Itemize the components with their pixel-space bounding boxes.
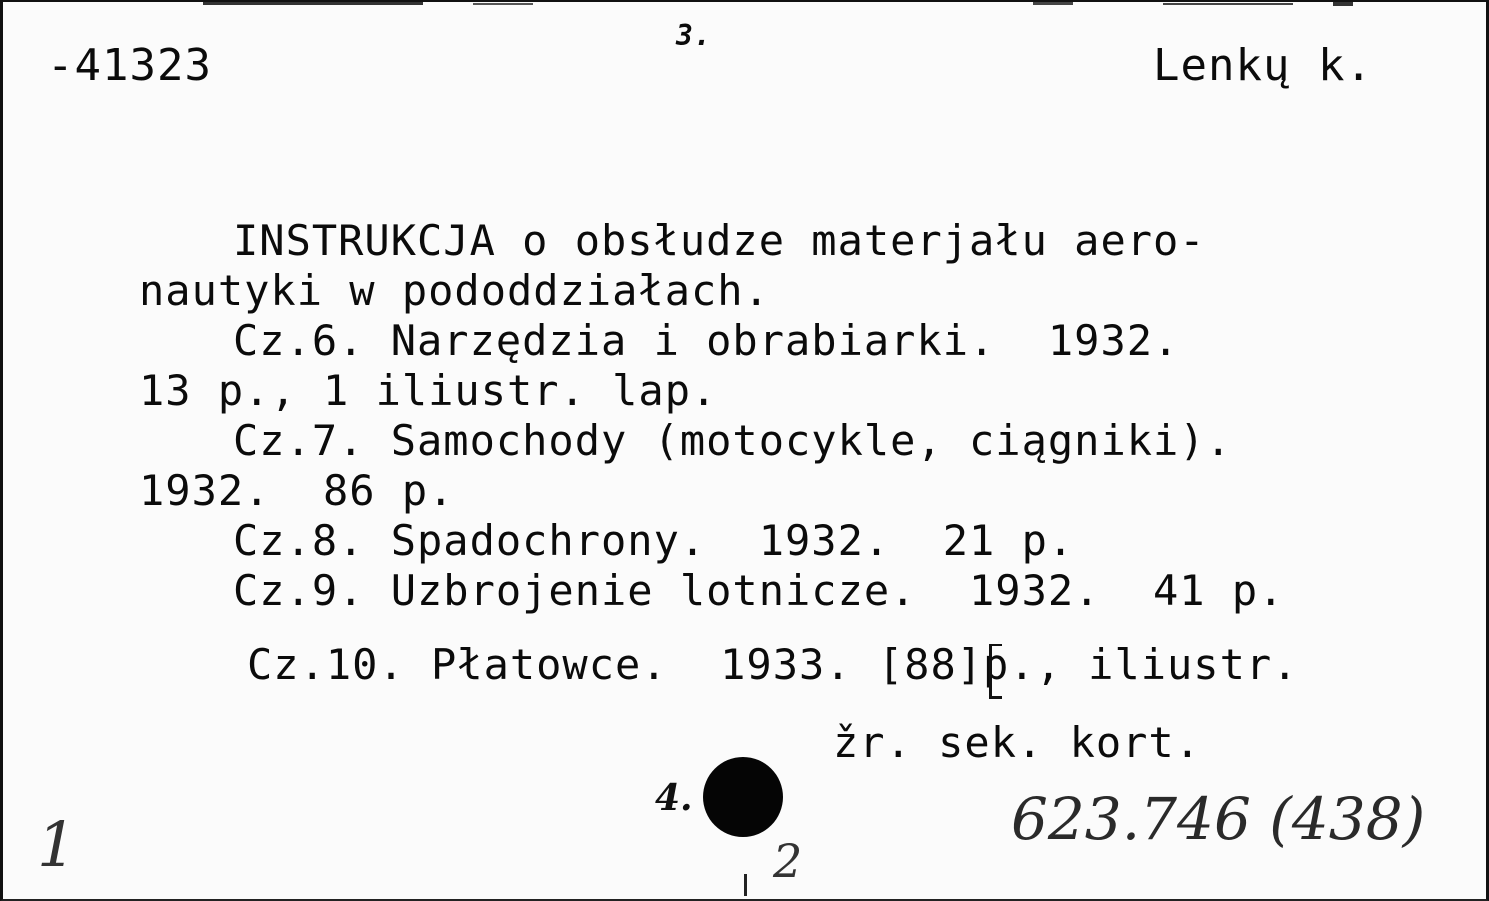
- punch-hole: [703, 757, 783, 837]
- handwritten-bottom-number: 2: [773, 834, 803, 888]
- handwritten-classification: 623.746 (438): [1011, 785, 1426, 853]
- source-note: žr. sek. kort.: [833, 718, 1202, 767]
- part-6-pagination: 13 p., 1 iliustr. lap.: [139, 366, 718, 415]
- top-edge-specks: [203, 2, 1483, 8]
- title-line-2: nautyki w pododdziałach.: [139, 266, 770, 315]
- part-9-line: Cz.9. Uzbrojenie lotnicze. 1932. 41 p.: [233, 566, 1285, 615]
- language-heading: Lenkų k.: [1153, 40, 1373, 91]
- bracket-correction-mark: [989, 644, 1002, 699]
- title-line-1: INSTRUKCJA o obsłudze materjału aero-: [233, 216, 1206, 265]
- part-8-line: Cz.8. Spadochrony. 1932. 21 p.: [233, 516, 1075, 565]
- part-7-line: Cz.7. Samochody (motocykle, ciągniki).: [233, 416, 1232, 465]
- sheet-number: 3.: [676, 19, 712, 52]
- handwritten-left-number: 1: [37, 808, 77, 881]
- part-10-line: Cz.10. Płatowce. 1933. [88]p., iliustr.: [247, 640, 1299, 689]
- part-7-pagination: 1932. 86 p.: [139, 466, 455, 515]
- bottom-tick-mark: [744, 874, 747, 896]
- part-6-line: Cz.6. Narzędzia i obrabiarki. 1932.: [233, 316, 1180, 365]
- call-number: -41323: [47, 40, 212, 91]
- handwritten-hole-label: 4.: [655, 777, 693, 819]
